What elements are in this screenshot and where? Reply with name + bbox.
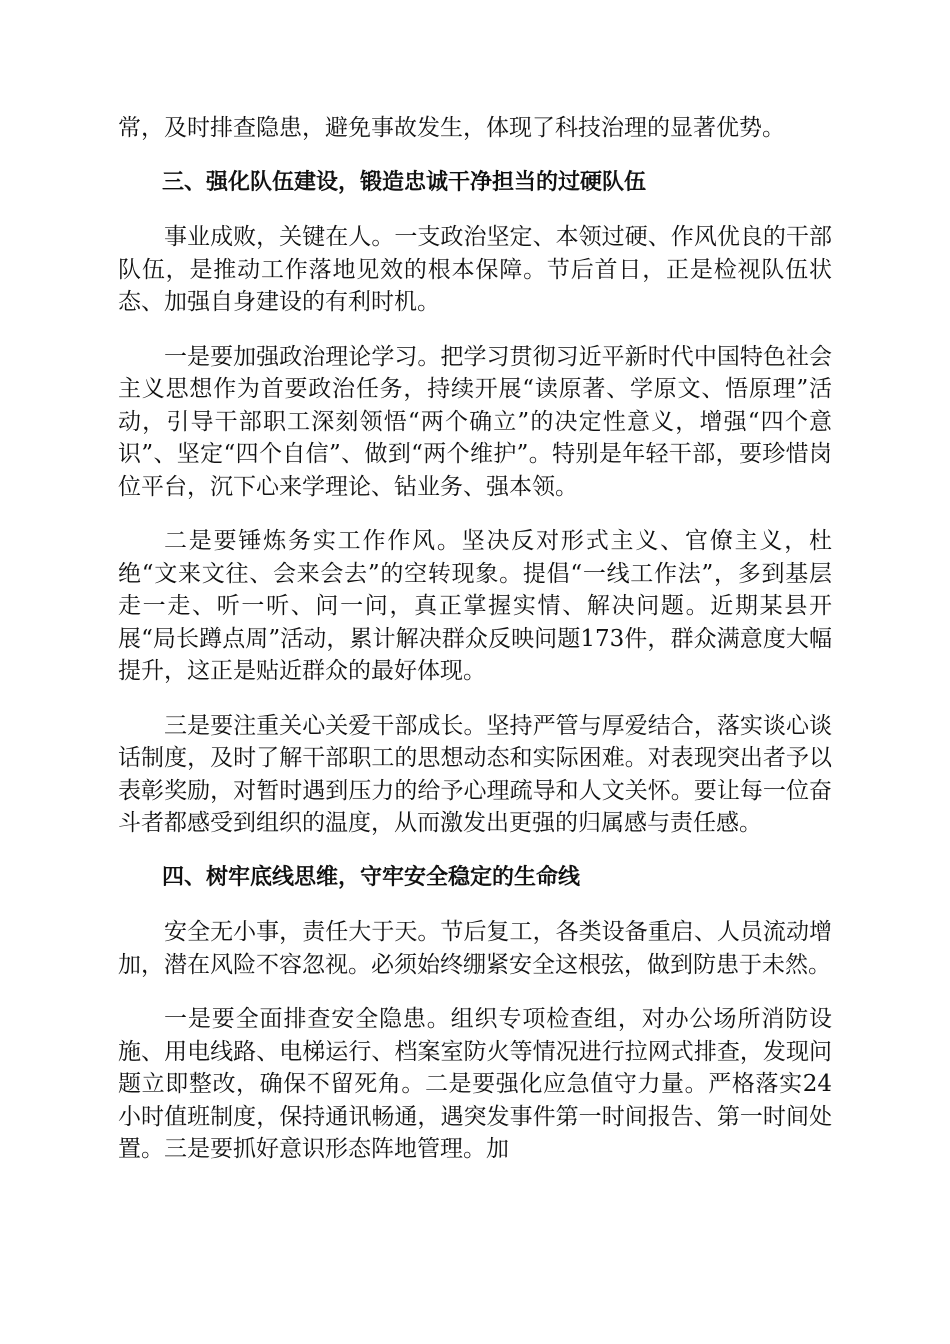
paragraph-safety-intro: 安全无小事，责任大于天。节后复工，各类设备重启、人员流动增加，潜在风险不容忽视。必须始终绷紧安全这根弦，做到防患于未然。 [118,919,832,978]
paragraph-team-intro: 事业成败，关键在人。一支政治坚定、本领过硬、作风优良的干部队伍，是推动工作落地见效的根本保障。节后首日，正是检视队伍状态、加强自身建设的有利时机。 [118,224,832,315]
paragraph-political-study: 一是要加强政治理论学习。把学习贯彻习近平新时代中国特色社会主义思想作为首要政治任务，持续开展“读原著、学原文、悟原理”活动，引导干部职工深刻领悟“两个确立”的决定性意义，增强“四个意识”、坚定“四个自信”、做到“两个维护”。特别是年轻干部，要珍惜岗位平台，沉下心来学理论、钻业务、强本领。 [118,343,832,500]
document-page [118,112,832,1188]
paragraph-continued: 常，及时排查隐患，避免事故发生，体现了科技治理的显著优势。 [118,115,785,141]
section-heading-four: 四、树牢底线思维，守牢安全稳定的生命线 [162,864,581,890]
paragraph-safety-measures: 一是要全面排查安全隐患。组织专项检查组，对办公场所消防设施、用电线路、电梯运行、档案室防火等情况进行拉网式排查，发现问题立即整改，确保不留死角。二是要强化应急值守力量。严格落实24小时值班制度，保持通讯畅通，遇突发事件第一时间报告、第一时间处置。三是要抓好意识形态阵地管理。加 [118,1006,832,1162]
paragraph-cadre-care: 三是要注重关心关爱干部成长。坚持严管与厚爱结合，落实谈心谈话制度，及时了解干部职工的思想动态和实际困难。对表现突出者予以表彰奖励，对暂时遇到压力的给予心理疏导和人文关怀。要让每一位奋斗者都感受到组织的温度，从而激发出更强的归属感与责任感。 [118,712,832,836]
section-heading-three: 三、强化队伍建设，锻造忠诚干净担当的过硬队伍 [162,169,647,195]
paragraph-work-style: 二是要锤炼务实工作作风。坚决反对形式主义、官僚主义，杜绝“文来文往、会来会去”的空转现象。提倡“一线工作法”，多到基层走一走、听一听、问一问，真正掌握实情、解决问题。近期某县开展“局长蹲点周”活动，累计解决群众反映问题173件，群众满意度大幅提升，这正是贴近群众的最好体现。 [118,528,832,684]
